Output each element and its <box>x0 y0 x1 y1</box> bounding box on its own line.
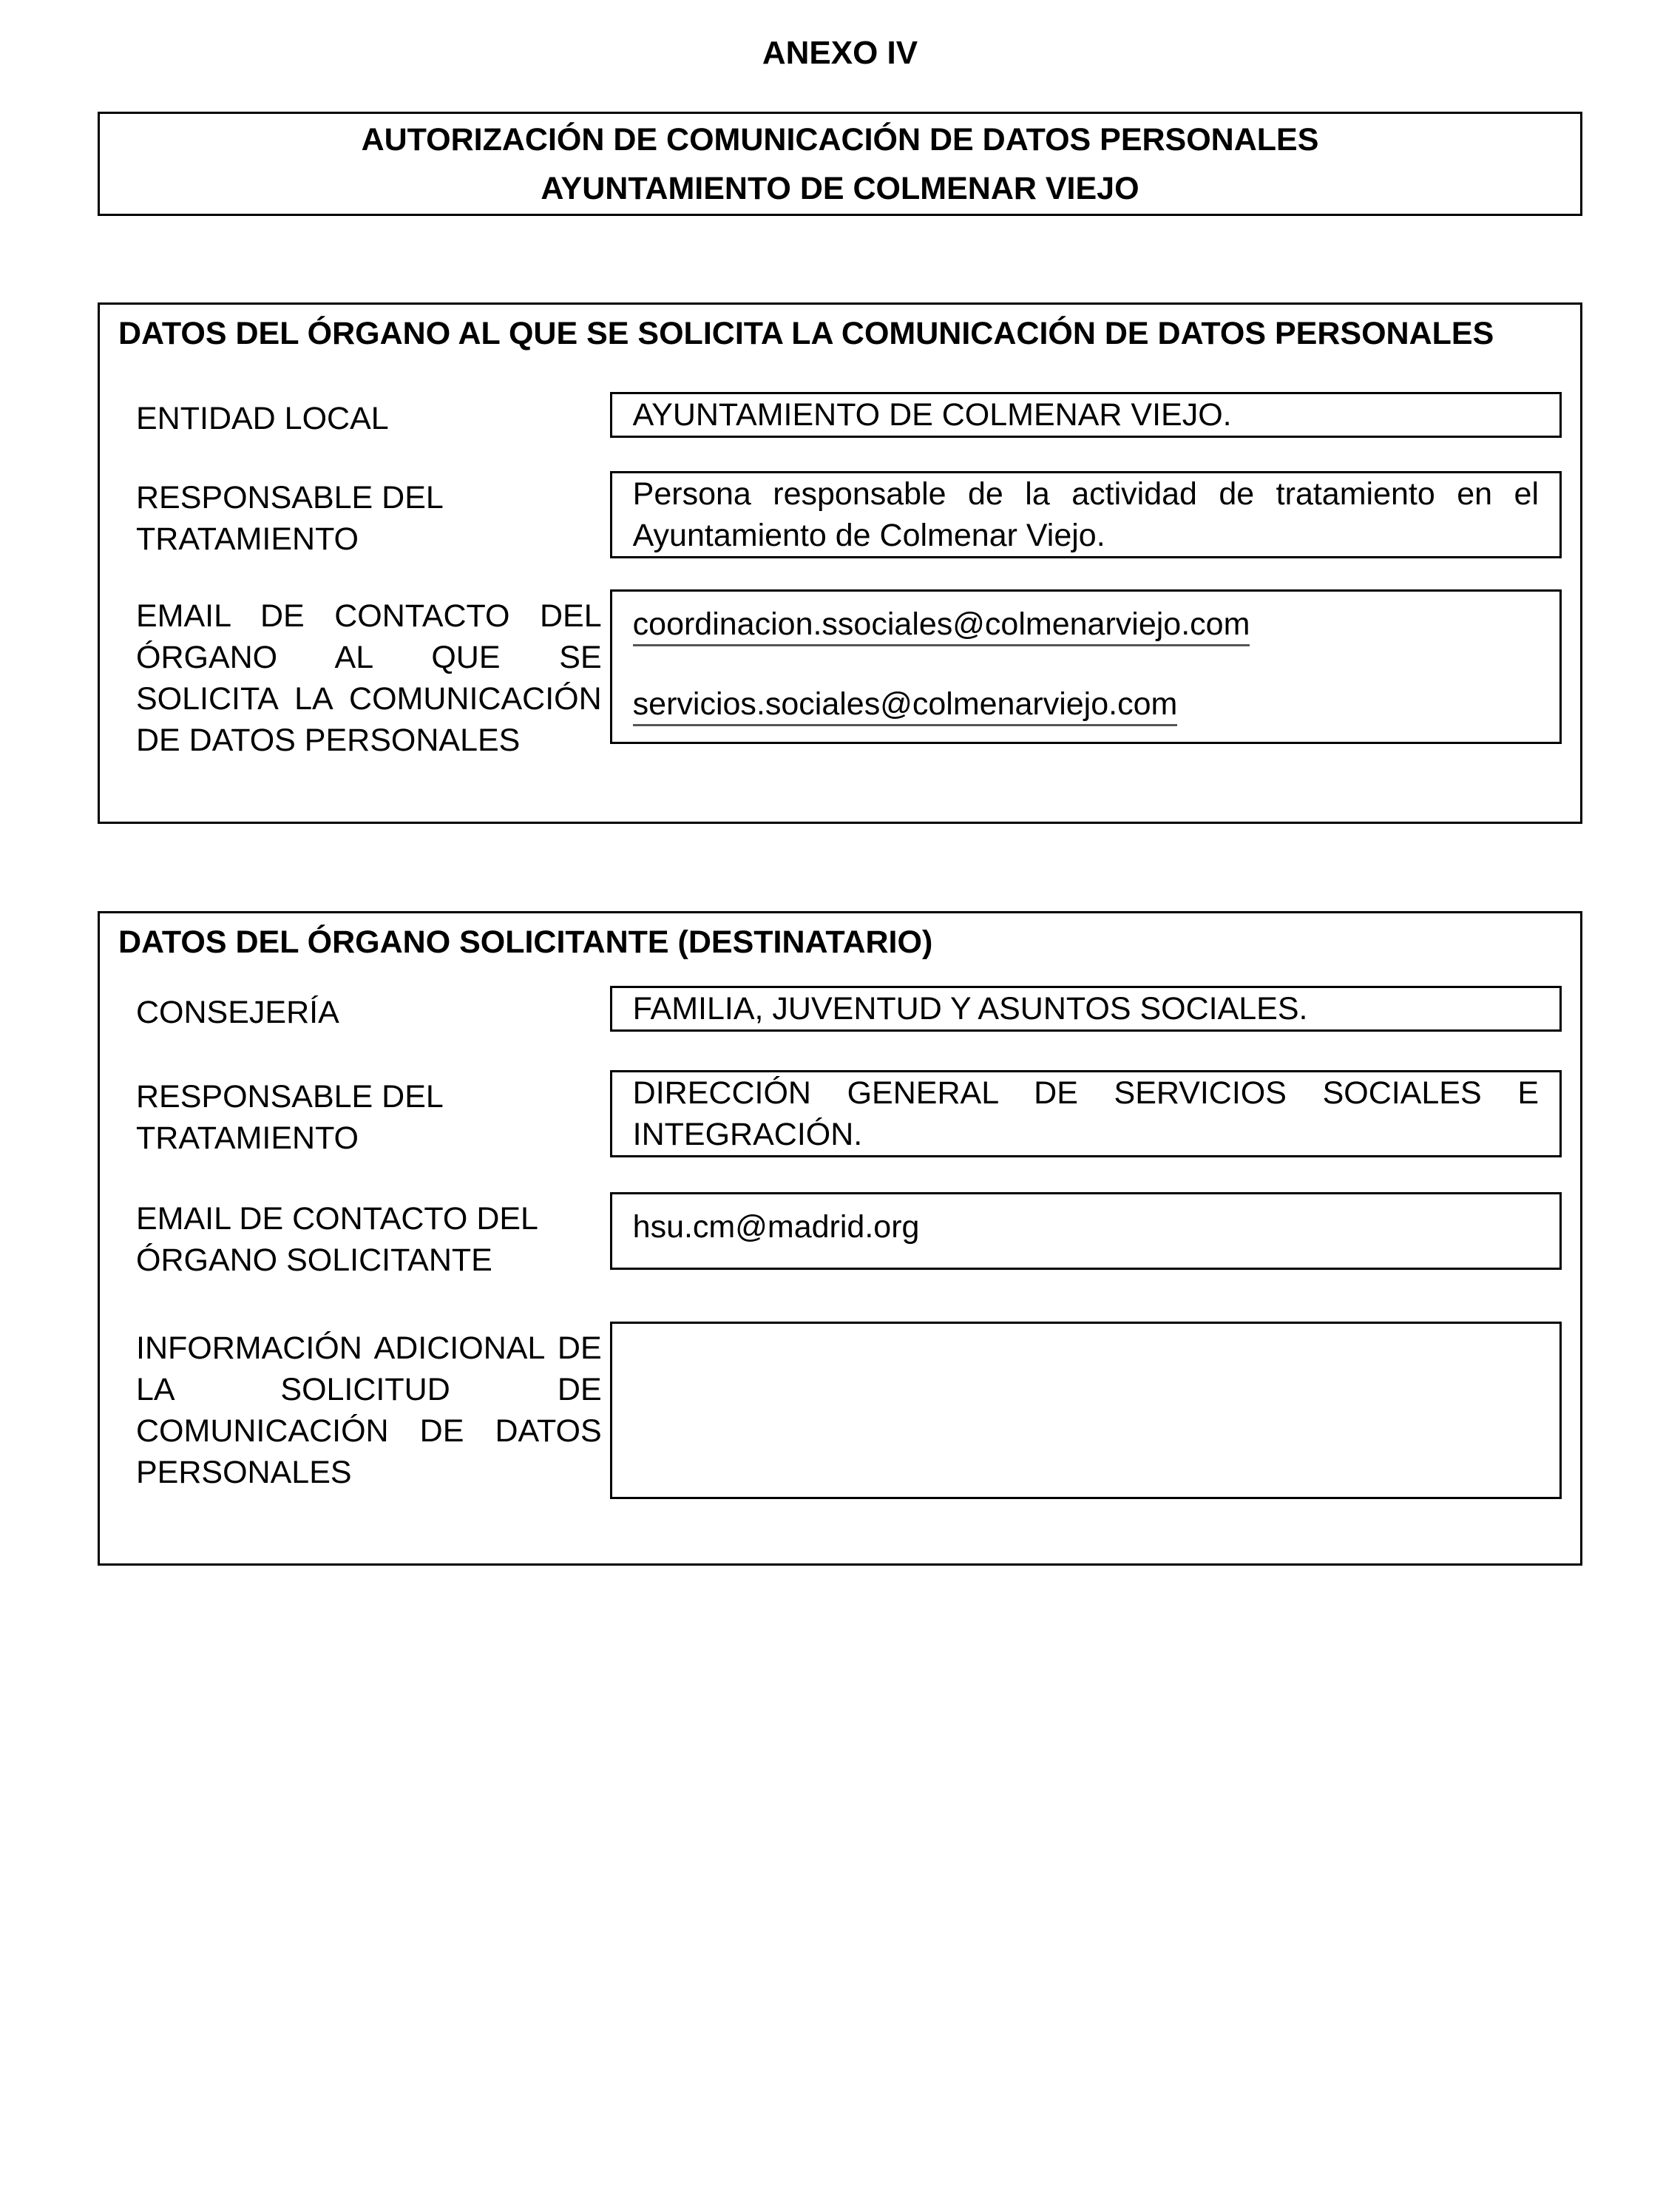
field-consejeria: FAMILIA, JUVENTUD Y ASUNTOS SOCIALES. <box>610 986 1562 1032</box>
email-line <box>633 603 1539 646</box>
field-text-line: INTEGRACIÓN. <box>632 1117 863 1152</box>
label-responsable-tratamiento-1: RESPONSABLE DEL TRATAMIENTO <box>136 480 443 557</box>
row-entidad-local <box>118 392 1562 439</box>
row-consejeria <box>118 986 1562 1033</box>
label-line: EMAIL DE CONTACTO DEL <box>136 598 602 634</box>
label-informacion-adicional <box>136 1322 602 1493</box>
label-email-organo-solicitado <box>136 589 602 761</box>
row-informacion-adicional <box>118 1322 1562 1499</box>
label-line: COMUNICACIÓN DE DATOS <box>136 1413 602 1449</box>
label-line: SOLICITA LA COMUNICACIÓN <box>136 681 602 717</box>
label-line: DE DATOS PERSONALES <box>136 723 521 758</box>
section-organo-solicitado <box>98 302 1582 824</box>
row-email-organo-solicitante <box>118 1192 1562 1281</box>
label-email-organo-solicitante: EMAIL DE CONTACTO DEL ÓRGANO SOLICITANTE <box>136 1201 538 1278</box>
field-text-line: Persona responsable de la actividad de tratamiento en el <box>632 476 1539 512</box>
label-responsable-tratamiento-2: RESPONSABLE DEL TRATAMIENTO <box>136 1079 443 1156</box>
row-email-organo-solicitado <box>118 589 1562 761</box>
field-email-organo-solicitado <box>610 589 1562 744</box>
row-responsable-tratamiento-1 <box>118 471 1562 560</box>
field-responsable-tratamiento-1 <box>610 471 1562 558</box>
label-entidad-local: ENTIDAD LOCAL <box>136 401 389 436</box>
section-1-header: DATOS DEL ÓRGANO AL QUE SE SOLICITA LA COMUNICACIÓN DE DATOS PERSONALES <box>118 316 1494 351</box>
field-informacion-adicional <box>610 1322 1562 1499</box>
label-line: INFORMACIÓN ADICIONAL DE <box>136 1330 602 1366</box>
email-link-servicios[interactable]: servicios.sociales@colmenarviejo.com <box>633 686 1178 726</box>
label-line: ÓRGANO AL QUE SE <box>136 640 602 675</box>
label-line: PERSONALES <box>136 1455 352 1490</box>
document-subtitle: AYUNTAMIENTO DE COLMENAR VIEJO <box>541 171 1139 206</box>
row-responsable-tratamiento-2 <box>118 1070 1562 1159</box>
field-entidad-local: AYUNTAMIENTO DE COLMENAR VIEJO. <box>610 392 1562 438</box>
section-2-header: DATOS DEL ÓRGANO SOLICITANTE (DESTINATARIO) <box>118 924 933 960</box>
label-line: LA SOLICITUD DE <box>136 1372 602 1407</box>
document-title: AUTORIZACIÓN DE COMUNICACIÓN DE DATOS PERSONALES <box>361 122 1319 158</box>
email-link-coordinacion[interactable]: coordinacion.ssociales@colmenarviejo.com <box>633 606 1250 646</box>
label-consejeria: CONSEJERÍA <box>136 995 339 1030</box>
email-line <box>633 683 1539 726</box>
annex-title: ANEXO IV <box>762 35 918 71</box>
field-text-line: DIRECCIÓN GENERAL DE SERVICIOS SOCIALES E <box>632 1075 1539 1111</box>
section-organo-solicitante <box>98 911 1582 1566</box>
field-email-organo-solicitante: hsu.cm@madrid.org <box>610 1192 1562 1270</box>
field-text-line: Ayuntamiento de Colmenar Viejo. <box>632 518 1105 553</box>
field-responsable-tratamiento-2 <box>610 1070 1562 1157</box>
title-box <box>98 112 1582 216</box>
